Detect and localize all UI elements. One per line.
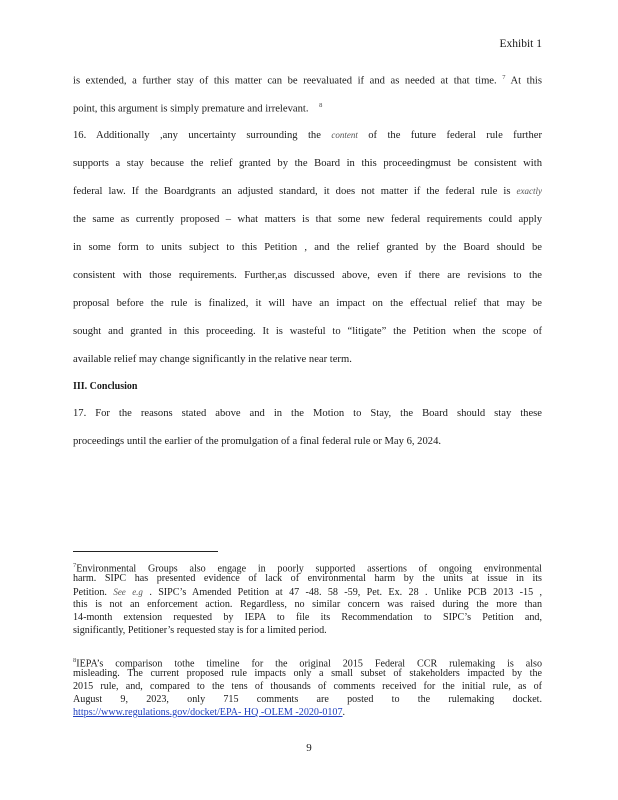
paragraph-17-line: 17. For the reasons stated above and in the Motion to Stay, the Board should stay these <box>73 408 542 419</box>
footnote-ref-8[interactable]: 8 <box>319 102 323 109</box>
footnote-8-line <box>73 707 345 719</box>
paragraph-16-line: consistent with those requirements. Further,as discussed above, even if there are revisions to the <box>73 270 542 281</box>
docket-link[interactable]: https://www.regulations.gov/docket/EPA- HQ -OLEM -2020-0107 <box>73 707 343 718</box>
text-run: Petition. <box>73 587 107 598</box>
citation-signal: e.g <box>132 587 143 597</box>
paragraph-line <box>73 102 322 115</box>
text-run: . <box>342 707 346 718</box>
footnote-7-line: harm. SIPC has presented evidence of lack of environmental harm by the units at issue in its <box>73 573 542 584</box>
footnote-8-line: 2015 rule, and, compared to the tens of thousands of comments received for the initial rule, as of <box>73 681 542 692</box>
footnote-8-line: August 9, 2023, only 715 comments are posted to the rulemaking docket. <box>73 694 542 705</box>
footnote-mark-8: 8 <box>73 657 77 664</box>
paragraph-16-line <box>73 186 542 197</box>
paragraph-16-line: the same as currently proposed – what matters is that some new federal requirements could apply <box>73 214 542 225</box>
text-run: At this <box>510 75 542 87</box>
italic-emphasis: content <box>331 130 358 140</box>
footnote-mark-7: 7 <box>73 562 77 569</box>
paragraph-17-line: proceedings until the earlier of the promulgation of a final federal rule or May 6, 2024. <box>73 436 442 447</box>
text-run: . SIPC’s Amended Petition at 47 -48. 58 -59, Pet. Ex. 28 . Unlike PCB 2013 -15 , <box>149 587 543 598</box>
footnote-ref-7[interactable]: 7 <box>502 74 506 81</box>
paragraph-16-line: proposal before the rule is finalized, it will have an impact on the effectual relief that may be <box>73 298 542 309</box>
exhibit-label: Exhibit 1 <box>499 38 542 50</box>
footnote-7-line <box>73 586 542 599</box>
text-run: point, this argument is simply premature and irrelevant. <box>73 103 309 115</box>
paragraph-16-line: supports a stay because the relief granted by the Board in this proceedingmust be consistent with <box>73 158 542 169</box>
text-run: of the future federal rule further <box>368 130 542 141</box>
paragraph-16-line <box>73 130 542 141</box>
page-number: 9 <box>306 742 312 754</box>
section-heading: III. Conclusion <box>73 381 138 392</box>
text-run: 16. Additionally ,any uncertainty surrounding the <box>73 130 321 141</box>
footnote-8-line: misleading. The current proposed rule impacts only a small subset of stakeholders impacted by the <box>73 668 542 679</box>
text-run: IEPA’s comparison tothe timeline for the original 2015 Federal CCR rulemaking is also <box>76 658 542 670</box>
italic-emphasis: exactly <box>516 186 542 196</box>
text-run: is extended, a further stay of this matter can be reevaluated if and as needed at that time. <box>73 75 497 87</box>
footnote-separator <box>73 551 218 552</box>
text-run: Environmental Groups also engage in poorly supported assertions of ongoing environmental <box>76 563 542 575</box>
paragraph-line <box>73 74 542 87</box>
footnote-7-line: 14-month extension requested by IEPA to file its Recommendation to SIPC’s Petition and, <box>73 612 542 623</box>
footnote-7-line: significantly, Petitioner’s requested stay is for a limited period. <box>73 625 327 636</box>
paragraph-16-line: sought and granted in this proceeding. It is wasteful to “litigate” the Petition when the scope of <box>73 326 542 337</box>
paragraph-16-line: in some form to units subject to this Petition , and the relief granted by the Board should be <box>73 242 542 253</box>
text-run: federal law. If the Boardgrants an adjusted standard, it does not matter if the federal rule is <box>73 186 511 197</box>
citation-signal: See <box>113 587 126 597</box>
paragraph-16-line: available relief may change significantly in the relative near term. <box>73 354 352 365</box>
footnote-7-line: this is not an enforcement action. Regardless, no similar concern was raised during the more than <box>73 599 542 610</box>
